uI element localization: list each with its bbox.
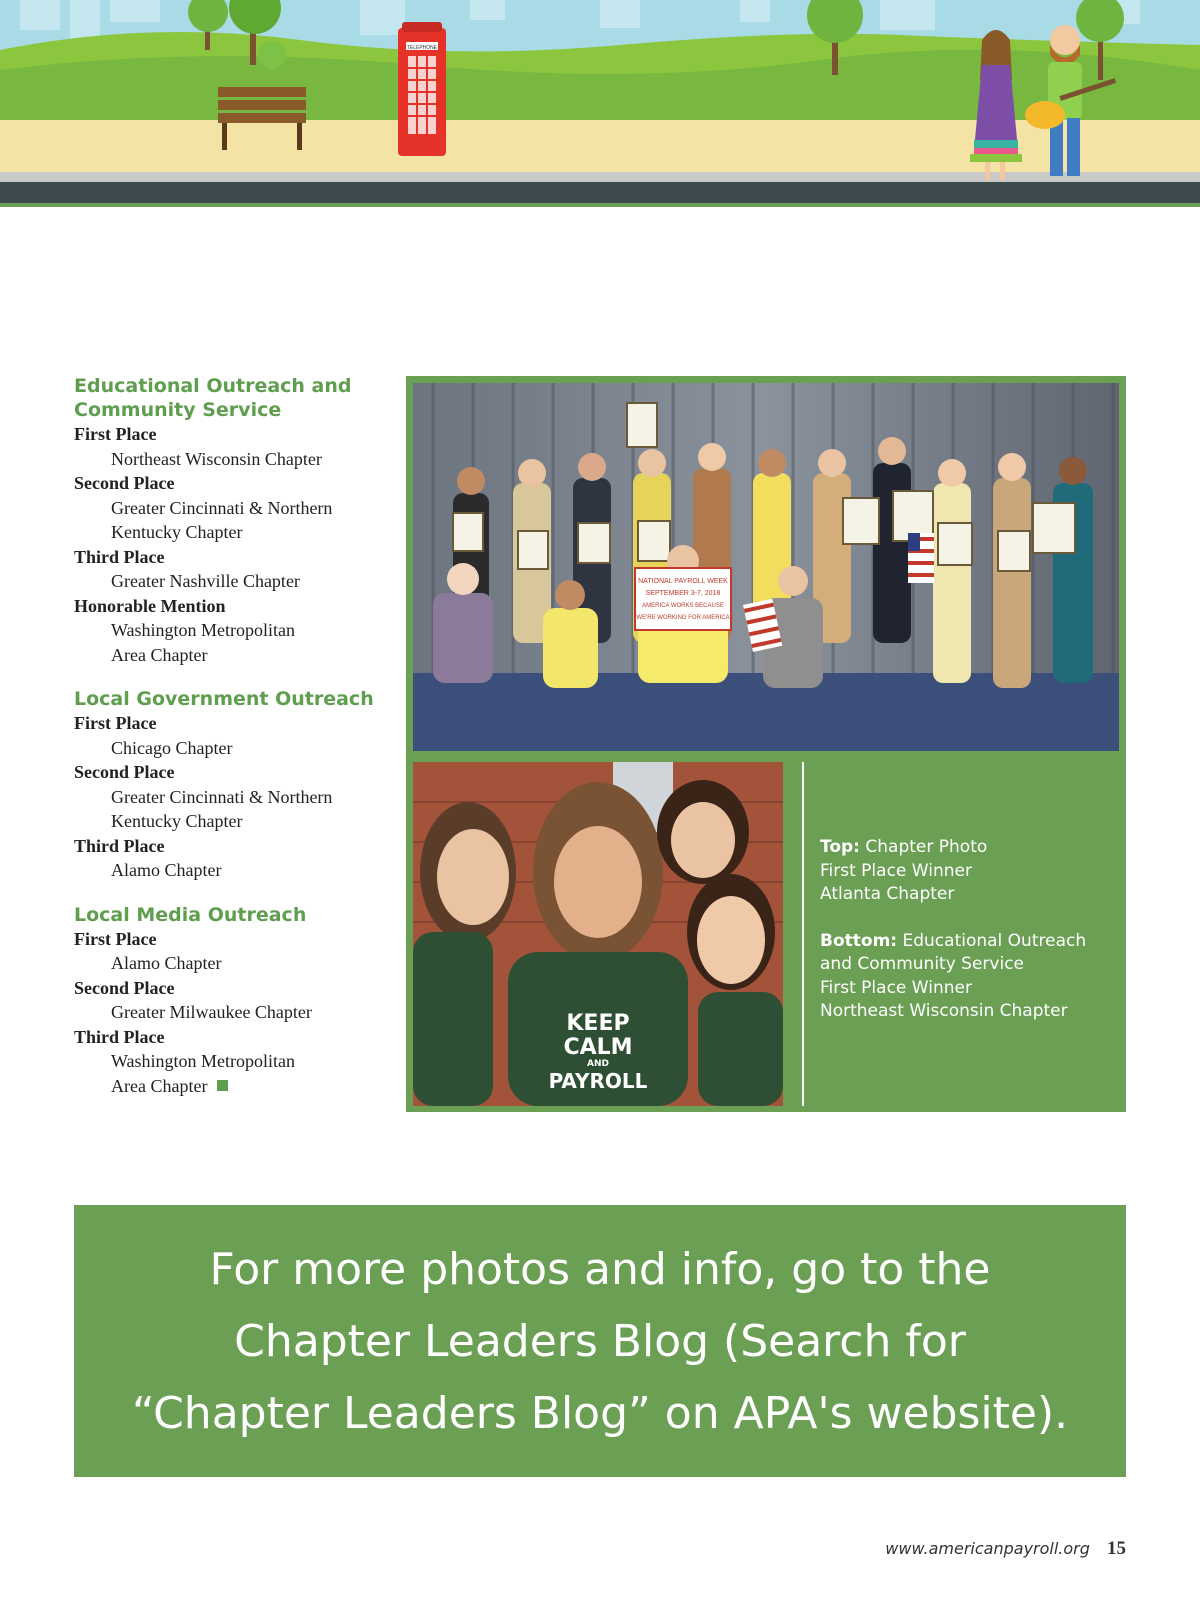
chapter-name: Greater Milwaukee Chapter bbox=[111, 1002, 312, 1022]
end-of-article-mark bbox=[217, 1080, 228, 1091]
callout-line: Chapter Leaders Blog (Search for bbox=[234, 1316, 966, 1367]
banner-sign-line: AMERICA WORKS BECAUSE bbox=[642, 603, 724, 609]
place-label: First Place bbox=[74, 713, 157, 733]
caption-line: and Community Service bbox=[820, 954, 1025, 974]
place-label: Honorable Mention bbox=[74, 595, 226, 616]
place-label: First Place bbox=[74, 424, 157, 444]
phone-booth-illustration bbox=[398, 22, 446, 156]
caption-line: First Place Winner bbox=[820, 860, 972, 881]
chapter-name: Alamo Chapter bbox=[111, 860, 222, 880]
banner-sign-line: SEPTEMBER 3-7, 2018 bbox=[645, 590, 721, 597]
photo-panel bbox=[406, 376, 1126, 1112]
caption-line: Northeast Wisconsin Chapter bbox=[820, 1001, 1068, 1021]
caption-line: Educational Outreach bbox=[902, 930, 1087, 951]
chapter-name-text: Area Chapter bbox=[111, 1075, 208, 1096]
chapter-name: Area Chapter bbox=[111, 644, 208, 665]
caption-line: First Place Winner bbox=[820, 977, 972, 998]
footer-url[interactable]: www.americanpayroll.org bbox=[885, 1539, 1090, 1558]
shirt-text: CALM bbox=[563, 1035, 633, 1060]
page-footer bbox=[885, 1538, 1126, 1560]
blog-callout-box bbox=[74, 1205, 1126, 1477]
chapter-name: Greater Cincinnati & Northern bbox=[111, 497, 333, 518]
caption-bottom bbox=[820, 930, 1110, 1024]
chapter-name: Washington Metropolitan bbox=[111, 1051, 296, 1071]
place-label: Second Place bbox=[74, 762, 175, 782]
place-label: Second Place bbox=[74, 473, 175, 493]
shirt-text: KEEP bbox=[566, 1011, 630, 1036]
phone-booth-sign: TELEPHONE bbox=[406, 45, 438, 51]
caption-top-label: Top: bbox=[820, 837, 860, 857]
page-number: 15 bbox=[1107, 1538, 1126, 1559]
shirt-text: PAYROLL bbox=[548, 1069, 648, 1093]
chapter-name: Greater Cincinnati & Northern bbox=[111, 786, 333, 807]
chapter-name: Northeast Wisconsin Chapter bbox=[111, 448, 322, 469]
header-illustration bbox=[0, 0, 1200, 207]
caption-line: Chapter Photo bbox=[865, 837, 988, 857]
award-category bbox=[74, 374, 404, 667]
chapter-name: Alamo Chapter bbox=[111, 953, 222, 973]
group-photo-atlanta bbox=[413, 383, 1119, 751]
us-flag-icon bbox=[908, 533, 934, 583]
chapter-name: Washington Metropolitan bbox=[111, 620, 296, 640]
chapter-name: Kentucky Chapter bbox=[111, 522, 243, 542]
callout-line: “Chapter Leaders Blog” on APA's website). bbox=[131, 1388, 1069, 1439]
place-label: First Place bbox=[74, 928, 157, 949]
place-label: Third Place bbox=[74, 1026, 165, 1047]
photo-caption bbox=[820, 836, 1110, 1047]
category-title: Local Media Outreach bbox=[74, 903, 307, 926]
shirt-text: AND bbox=[587, 1059, 609, 1069]
caption-bottom-label: Bottom: bbox=[820, 930, 898, 951]
callout-line: For more photos and info, go to the bbox=[209, 1244, 991, 1295]
panel-divider bbox=[802, 762, 804, 1106]
category-title: Local Government Outreach bbox=[74, 688, 374, 710]
place-label: Third Place bbox=[74, 546, 165, 567]
chapter-name: Kentucky Chapter bbox=[111, 811, 243, 831]
category-title: Educational Outreach and Community Service bbox=[74, 375, 352, 421]
caption-top bbox=[820, 836, 1110, 907]
banner-sign-line: NATIONAL PAYROLL WEEK bbox=[638, 578, 728, 585]
place-label: Third Place bbox=[74, 835, 165, 856]
chapter-name: Chicago Chapter bbox=[111, 737, 233, 758]
selfie-photo-northeast-wisconsin bbox=[413, 762, 783, 1106]
caption-line: Atlanta Chapter bbox=[820, 884, 955, 904]
award-category bbox=[74, 687, 404, 883]
award-category bbox=[74, 903, 404, 1099]
awards-list bbox=[74, 374, 404, 1118]
place-label: Second Place bbox=[74, 977, 175, 998]
chapter-name bbox=[74, 1074, 404, 1099]
chapter-name: Greater Nashville Chapter bbox=[111, 571, 300, 591]
banner-sign-line: WE'RE WORKING FOR AMERICA bbox=[636, 615, 730, 621]
